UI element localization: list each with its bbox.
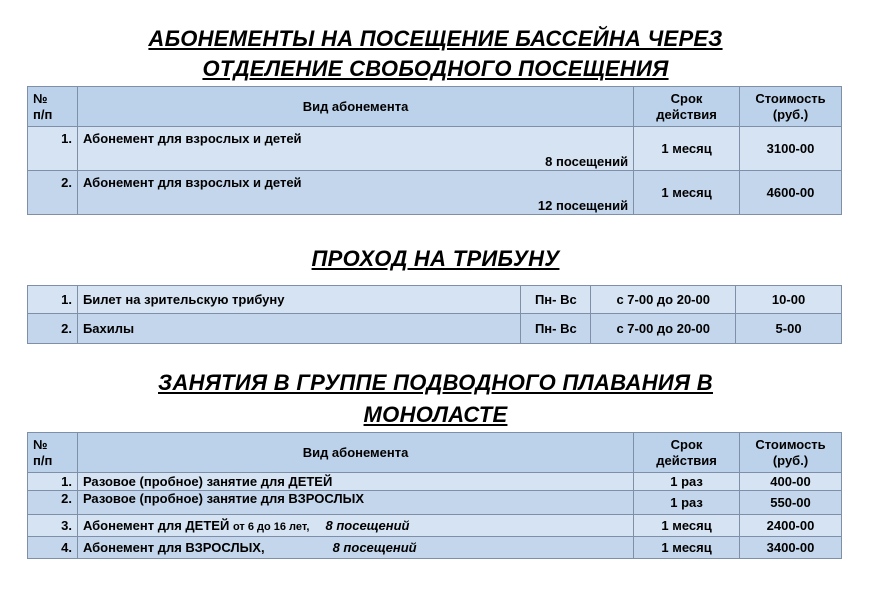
- row-visits: 12 посещений: [537, 198, 629, 213]
- term-header-line2: действия: [656, 452, 717, 468]
- row-term: 1 раз: [634, 491, 740, 515]
- row-name: Билет на зрительскую трибуну: [77, 286, 520, 314]
- tribune-table: [27, 285, 842, 344]
- section3-title-line1: ЗАНЯТИЯ В ГРУППЕ ПОДВОДНОГО ПЛАВАНИЯ В: [158, 370, 713, 395]
- row-num: 1.: [28, 473, 78, 491]
- row-name: [77, 537, 633, 559]
- row-hours: с 7-00 до 20-00: [591, 286, 736, 314]
- term-header: [634, 87, 740, 127]
- row-name: Разовое (пробное) занятие для ДЕТЕЙ: [77, 473, 633, 491]
- term-header: [634, 433, 740, 473]
- row-price: 10-00: [736, 286, 842, 314]
- section2-title: ПРОХОД НА ТРИБУНУ: [311, 246, 560, 271]
- row-visits: 8 посещений: [325, 518, 410, 533]
- row-num: 2.: [28, 314, 78, 344]
- row-num: 1.: [28, 286, 78, 314]
- row-num: 4.: [28, 537, 78, 559]
- row-name: Бахилы: [77, 314, 520, 344]
- row-name-text: Абонемент для взрослых и детей: [82, 175, 302, 190]
- table-row: [28, 286, 842, 314]
- num-header-line1: №: [33, 436, 48, 452]
- table-row: [28, 127, 842, 171]
- row-num: 2.: [28, 491, 78, 515]
- row-term: 1 месяц: [634, 515, 740, 537]
- row-price: 3100-00: [740, 127, 842, 171]
- row-price: 400-00: [740, 473, 842, 491]
- row-num: 2.: [28, 171, 78, 215]
- row-num: 1.: [28, 127, 78, 171]
- price-header-line1: Стоимость: [755, 436, 826, 452]
- row-term: 1 месяц: [634, 127, 740, 171]
- row-name: Разовое (пробное) занятие для ВЗРОСЛЫХ: [77, 491, 633, 515]
- num-header: [28, 433, 78, 473]
- table-row: [28, 473, 842, 491]
- row-visits: 8 посещений: [545, 154, 629, 169]
- row-term: 1 месяц: [634, 537, 740, 559]
- row-visits: 8 посещений: [332, 540, 417, 555]
- table-row: [28, 171, 842, 215]
- row-name-text: Абонемент для взрослых и детей: [82, 131, 302, 146]
- section1-title-line2: ОТДЕЛЕНИЕ СВОБОДНОГО ПОСЕЩЕНИЯ: [202, 56, 669, 81]
- section3-title-line2: МОНОЛАСТЕ: [363, 402, 508, 427]
- type-header: Вид абонемента: [77, 87, 633, 127]
- table-row: [28, 537, 842, 559]
- term-header-line1: Срок: [670, 90, 703, 106]
- price-header: [740, 87, 842, 127]
- row-name-text: Абонемент для ДЕТЕЙ: [82, 518, 230, 533]
- num-header: [28, 87, 78, 127]
- row-price: 4600-00: [740, 171, 842, 215]
- row-hours: с 7-00 до 20-00: [591, 314, 736, 344]
- type-header: Вид абонемента: [77, 433, 633, 473]
- table-header-row: [28, 87, 842, 127]
- price-header-line1: Стоимость: [755, 90, 826, 106]
- row-name: [77, 171, 633, 215]
- row-price: 550-00: [740, 491, 842, 515]
- subscriptions-table: [27, 86, 842, 215]
- table-header-row: [28, 433, 842, 473]
- term-header-line1: Срок: [670, 436, 703, 452]
- row-name-text: Абонемент для ВЗРОСЛЫХ,: [82, 540, 265, 555]
- num-header-line1: №: [33, 90, 48, 106]
- row-name: [77, 127, 633, 171]
- row-price: 3400-00: [740, 537, 842, 559]
- row-num: 3.: [28, 515, 78, 537]
- row-term: 1 раз: [634, 473, 740, 491]
- table-row: [28, 515, 842, 537]
- row-term: 1 месяц: [634, 171, 740, 215]
- table-row: [28, 314, 842, 344]
- row-price: 2400-00: [740, 515, 842, 537]
- row-days: Пн- Вс: [521, 286, 591, 314]
- num-header-line2: п/п: [33, 452, 53, 468]
- row-name: [77, 515, 633, 537]
- monofin-table: [27, 432, 842, 559]
- table-row: [28, 491, 842, 515]
- row-age: от 6 до 16 лет,: [232, 521, 310, 533]
- price-header: [740, 433, 842, 473]
- term-header-line2: действия: [656, 106, 717, 122]
- row-days: Пн- Вс: [521, 314, 591, 344]
- price-header-line2: (руб.): [772, 452, 809, 468]
- num-header-line2: п/п: [33, 106, 53, 122]
- price-header-line2: (руб.): [772, 106, 809, 122]
- section1-title-line1: АБОНЕМЕНТЫ НА ПОСЕЩЕНИЕ БАССЕЙНА ЧЕРЕЗ: [148, 26, 723, 51]
- row-price: 5-00: [736, 314, 842, 344]
